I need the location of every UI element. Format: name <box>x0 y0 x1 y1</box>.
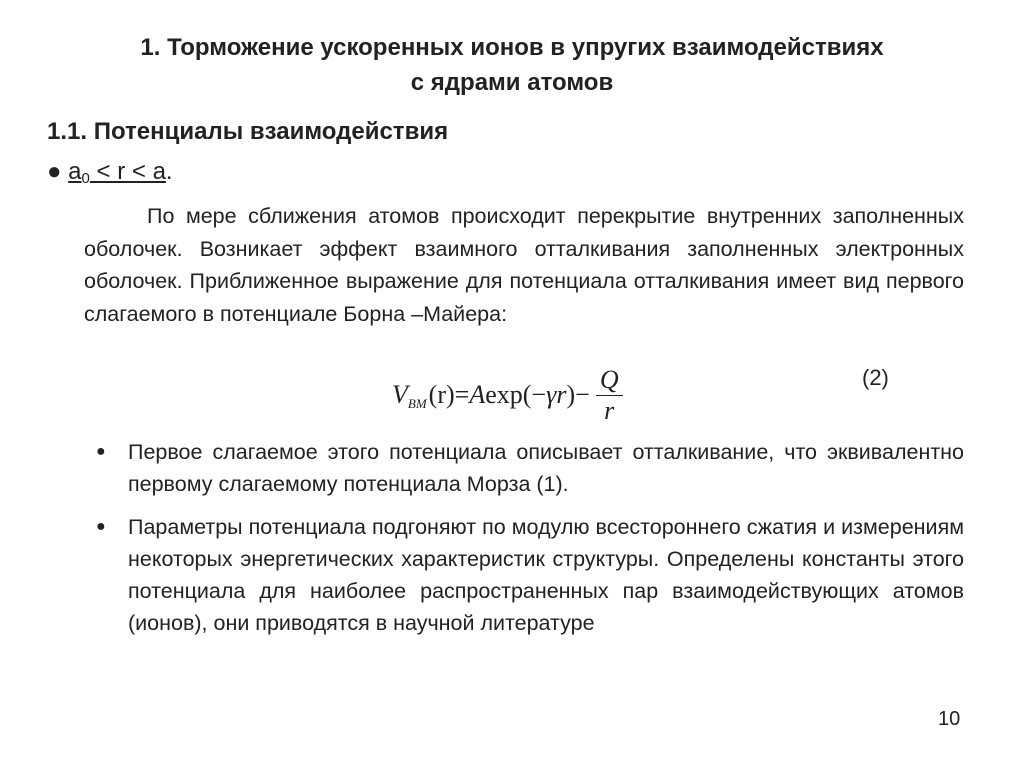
formula-minus-2: − <box>575 380 590 409</box>
slide-title-line-2: с ядрами атомов <box>410 69 614 96</box>
formula-fraction <box>596 365 623 426</box>
condition-period: . <box>165 158 173 185</box>
formula-r: r <box>556 380 567 409</box>
slide-title-line-1: 1. Торможение ускоренных ионов в упругих взаимодействиях <box>140 34 884 61</box>
equation-number: (2) <box>862 365 889 390</box>
page-number: 10 <box>938 708 961 730</box>
formula-argument: (r) <box>428 380 455 409</box>
bullet-marker: ● <box>96 443 106 460</box>
born-mayer-formula <box>392 360 623 430</box>
list-item <box>92 511 964 639</box>
formula-close-paren: ) <box>566 380 576 409</box>
condition-inequality: < r < a <box>89 158 166 185</box>
formula-exp: exp( <box>485 380 532 409</box>
formula-gamma: γ <box>546 380 557 409</box>
condition-expression <box>68 158 166 185</box>
slide-title <box>40 30 984 100</box>
formula-a: A <box>469 380 486 409</box>
condition-line <box>47 156 173 195</box>
body-paragraph: По мере сближения атомов происходит перекрытие внутренних заполненных оболочек. Возникает эффект взаимного отталкивания заполненных электронных оболочек. Приближенное выражение для потенциала отталкивания имеет вид первого слагаемого в потенциале Борна –Майера: <box>84 204 964 326</box>
list-item-text: Первое слагаемое этого потенциала описывает отталкивание, что эквивалентно первому слагаемому потенциала Морза (1). <box>128 440 964 496</box>
condition-a: a <box>68 158 82 185</box>
section-subtitle: 1.1. Потенциалы взаимодействия <box>47 118 449 145</box>
condition-a-subscript: 0 <box>81 170 90 187</box>
list-item-text: Параметры потенциала подгоняют по модулю всестороннего сжатия и измерениям некоторых энергетических характеристик структуры. Определены константы этого потенциала для наиболее распространенных пар взаимодействующих атомов (ионов), они приводятся в научной литературе <box>128 515 964 635</box>
condition-bullet: ● <box>47 158 62 185</box>
list-item <box>92 436 964 500</box>
formula-denominator: r <box>604 395 615 425</box>
formula-numerator: Q <box>596 365 623 396</box>
bullet-marker: ● <box>96 518 106 535</box>
formula-equals: = <box>454 380 470 409</box>
formula-subscript: BM <box>407 396 427 411</box>
bullet-list <box>92 436 964 650</box>
formula-minus-1: − <box>531 380 547 409</box>
formula-v: V <box>392 380 408 409</box>
